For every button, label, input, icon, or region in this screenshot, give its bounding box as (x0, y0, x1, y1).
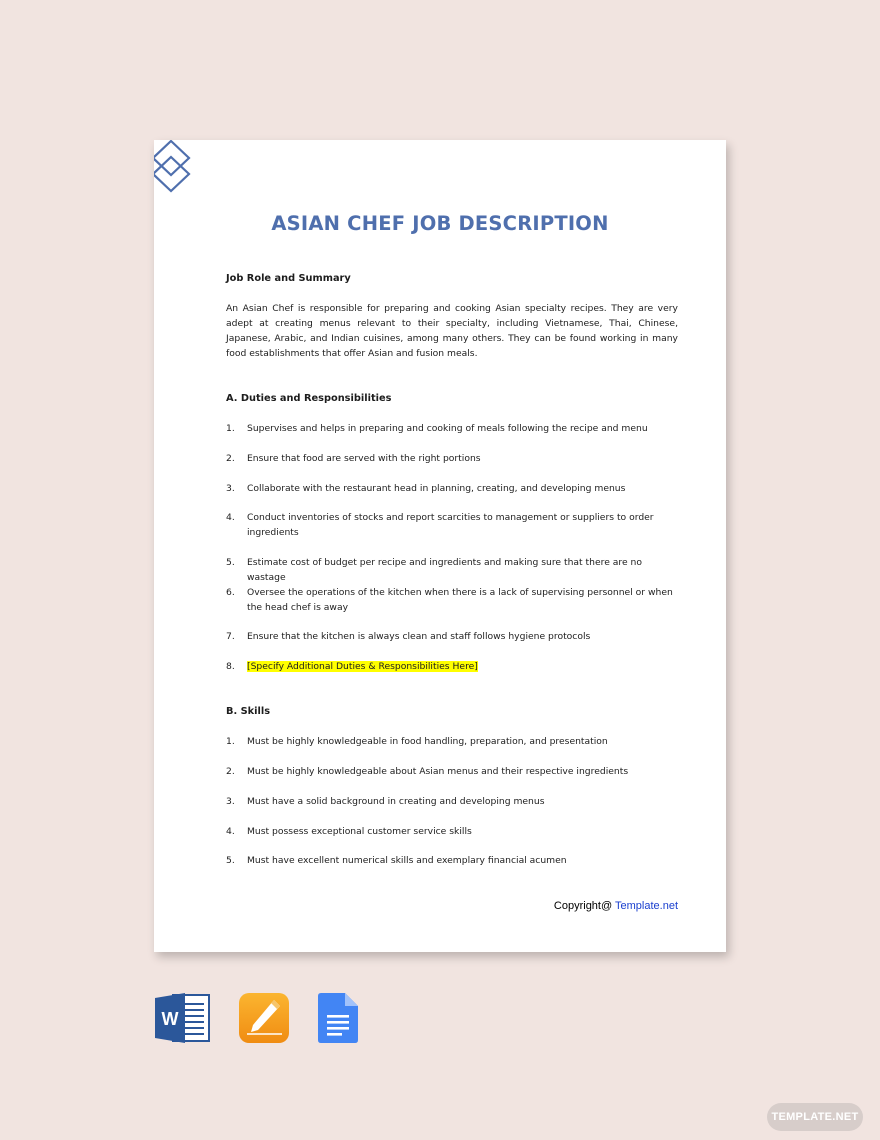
skill-item: 5. Must have excellent numerical skills and exemplary financial acumen (226, 855, 567, 866)
duty-item: 3. Collaborate with the restaurant head in planning, creating, and developing menus (226, 483, 626, 494)
skill-item: 1. Must be highly knowledgeable in food handling, preparation, and presentation (226, 736, 608, 747)
document-page (154, 140, 726, 952)
duty-item: 6. Oversee the operations of the kitchen when there is a lack of supervising personnel or when the head chef is away (226, 587, 673, 613)
template-net-link[interactable]: Template.net (615, 900, 678, 912)
duty-item-placeholder: 8. [Specify Additional Duties & Responsibilities Here] (226, 661, 478, 672)
template-net-watermark: TEMPLATE.NET (767, 1103, 863, 1131)
diamond-logo-icon (154, 140, 192, 194)
word-icon[interactable] (155, 992, 211, 1044)
skill-item: 4. Must possess exceptional customer service skills (226, 826, 472, 837)
duty-item: 4. Conduct inventories of stocks and report scarcities to management or suppliers to order ingredients (226, 512, 654, 538)
duty-item: 1. Supervises and helps in preparing and cooking of meals following the recipe and menu (226, 423, 648, 434)
copyright-prefix: Copyright@ (553, 900, 616, 912)
placeholder-highlight[interactable]: [Specify Additional Duties & Responsibilities Here] (247, 661, 478, 672)
skill-item: 3. Must have a solid background in creating and developing menus (226, 796, 545, 807)
svg-text:W: W (161, 1009, 179, 1029)
duty-item: 5. Estimate cost of budget per recipe and ingredients and making sure that there are no wastage (226, 557, 642, 583)
google-docs-icon[interactable] (317, 992, 359, 1044)
duty-item: 7. Ensure that the kitchen is always clean and staff follows hygiene protocols (226, 631, 591, 642)
copyright-line (554, 900, 678, 912)
skills-heading: B. Skills (226, 706, 271, 717)
duty-item: 2. Ensure that food are served with the right portions (226, 453, 481, 464)
duties-heading: A. Duties and Responsibilities (226, 393, 392, 404)
summary-heading: Job Role and Summary (226, 273, 351, 284)
document-title: ASIAN CHEF JOB DESCRIPTION (271, 212, 609, 235)
summary-paragraph: An Asian Chef is responsible for preparing and cooking Asian specialty recipes. They are very adept at creating menus relevant to their specialty, including Vietnamese, Thai, Chinese, Japanese, Arabic, and Indian cuisines, among many others. They can be found working in many food establishments that offer Asian and fusion meals. (226, 303, 678, 359)
pages-icon[interactable] (238, 992, 290, 1044)
skill-item: 2. Must be highly knowledgeable about Asian menus and their respective ingredients (226, 766, 629, 777)
